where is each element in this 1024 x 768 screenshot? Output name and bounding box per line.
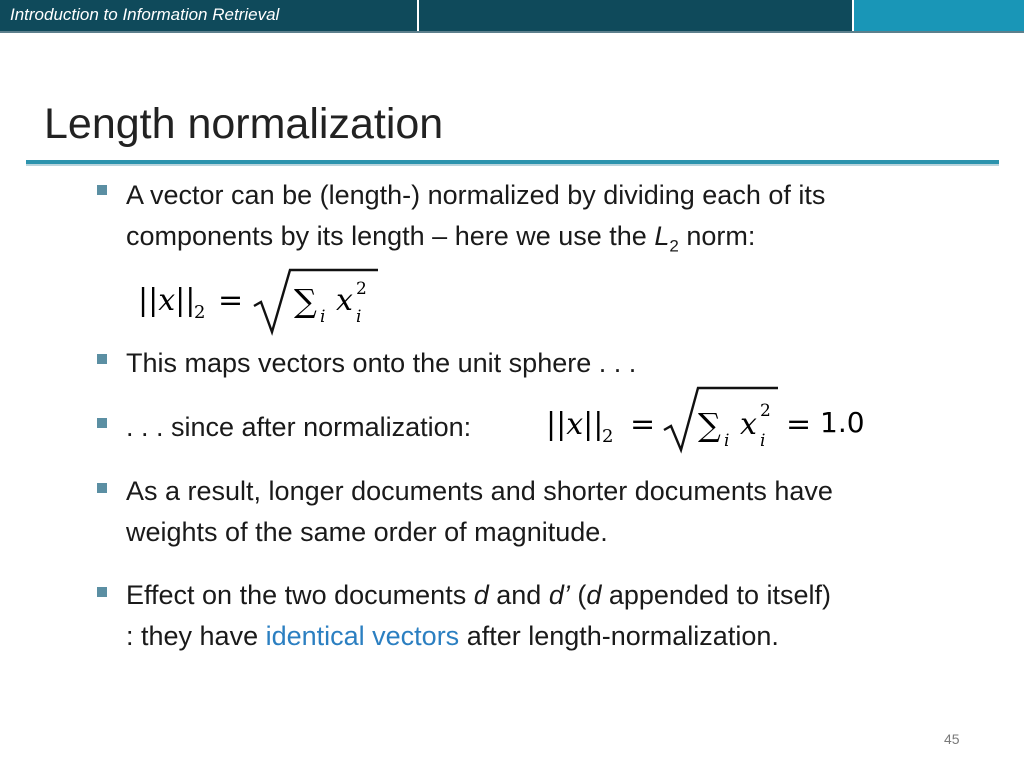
- formula2-var-sup: 2: [760, 401, 771, 421]
- bullet-4-line-2: weights of the same order of magnitude.: [126, 517, 608, 547]
- bullet-5-text: [126, 575, 1006, 657]
- formula2-var-sub: i: [760, 431, 766, 451]
- unit-norm-formula: [542, 384, 872, 454]
- formula1-sum-sub: i: [320, 307, 326, 327]
- formula2-equals: =: [630, 407, 656, 442]
- bullet-1-line-1: A vector can be (length-) normalized by dividing each of its: [126, 180, 826, 210]
- formula1-var: x: [336, 283, 353, 318]
- formula2-equals-2: =: [786, 407, 812, 442]
- bullet-4-text: [126, 471, 986, 553]
- formula1-var-sup: 2: [356, 279, 367, 299]
- bullet-4-line-1: As a result, longer documents and shorter documents have: [126, 476, 833, 506]
- title-rule-shadow: [26, 164, 999, 166]
- bullet-marker-4: [97, 483, 107, 493]
- bullet-5-line-1: Effect on the two documents d and d’ (d appended to itself): [126, 580, 832, 610]
- slide-title: Length normalization: [44, 100, 444, 148]
- course-title: Introduction to Information Retrieval: [10, 5, 280, 24]
- bullet-1-line-2: components by its length – here we use the $L_2$ norm:: [126, 221, 756, 256]
- formula1-equals: =: [218, 283, 244, 318]
- l-subscript: 2: [669, 236, 679, 256]
- formula1-var-sub: i: [356, 307, 362, 327]
- formula2-sum-sub: i: [724, 431, 730, 451]
- bullet-marker-3: [97, 418, 107, 428]
- formula2-result: 1.0: [820, 406, 865, 439]
- bullet-marker-1: [97, 185, 107, 195]
- bullet-1-text: [126, 175, 986, 266]
- bullet-marker-2: [97, 354, 107, 364]
- formula1-norm-sub: 2: [194, 302, 206, 323]
- bullet-2-text: This maps vectors onto the unit sphere . . .: [126, 348, 637, 378]
- header-segment-accent: [854, 0, 1024, 31]
- doc-d-prime: d’: [548, 580, 570, 610]
- header-bar: [0, 0, 1024, 33]
- bullet-3-text: . . . since after normalization:: [126, 412, 472, 442]
- l2-norm-formula: [134, 262, 384, 338]
- bullet-marker-5: [97, 587, 107, 597]
- doc-d: d: [473, 580, 489, 610]
- formula2-norm-sub: 2: [602, 426, 614, 447]
- header-segment-middle: [419, 0, 852, 31]
- header-underline: [0, 31, 1024, 33]
- formula2-sum: ∑: [698, 406, 721, 444]
- formula2-norm: ||x||: [546, 407, 604, 442]
- formula2-var: x: [740, 407, 757, 442]
- page-number: 45: [944, 731, 960, 747]
- formula1-sum: ∑: [294, 282, 317, 320]
- identical-vectors-highlight: identical vectors: [265, 621, 460, 651]
- bullet-5-line-2: : they have identical vectors after length-normalization.: [126, 621, 779, 651]
- doc-d-ref: d: [586, 580, 602, 610]
- formula1-norm: ||x||: [138, 283, 196, 318]
- l-symbol: L: [654, 221, 670, 251]
